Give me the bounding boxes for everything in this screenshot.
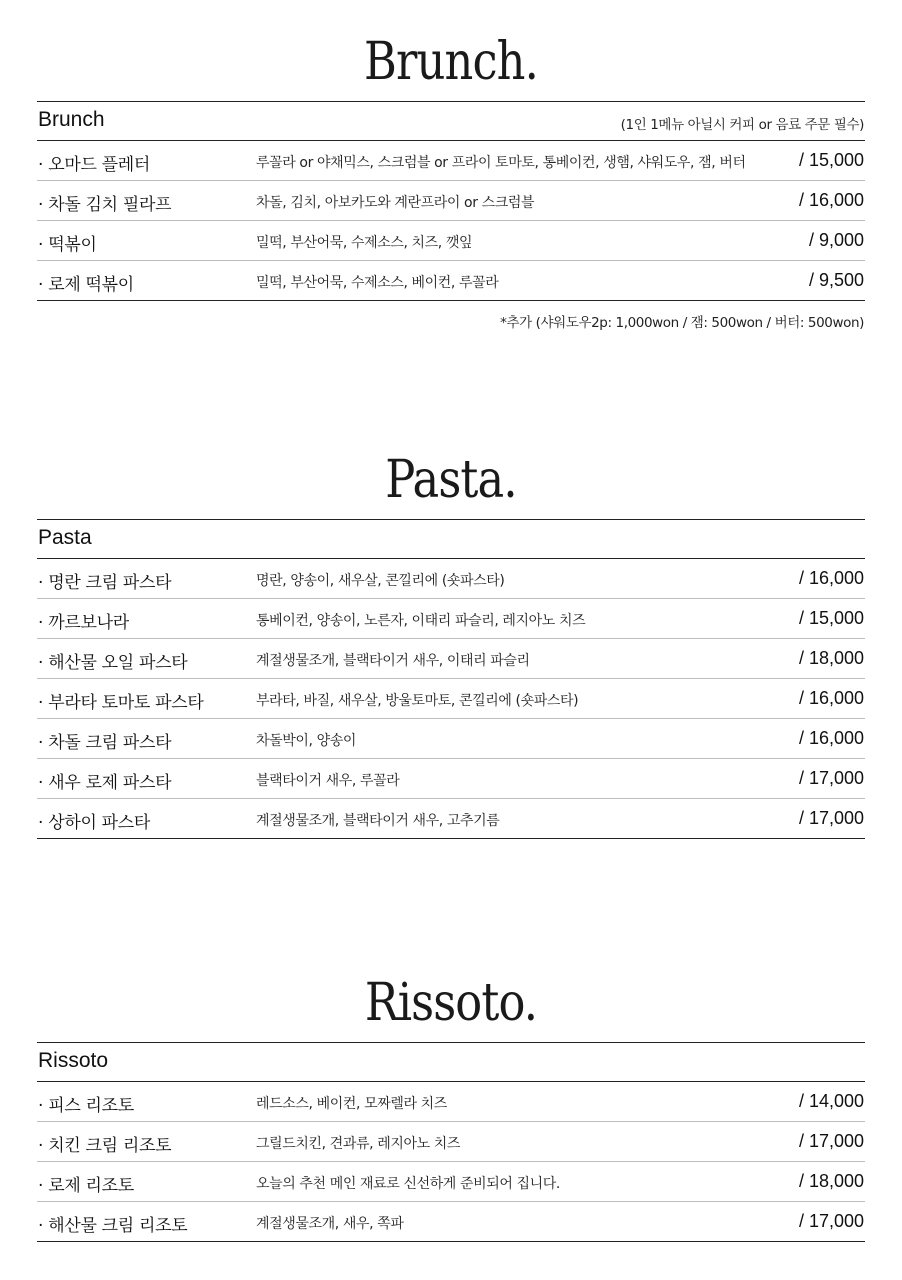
menu-item bbox=[37, 599, 865, 639]
pasta-title: Pasta. bbox=[385, 450, 517, 510]
menu-item-price: / 17,000 bbox=[798, 808, 864, 828]
menu-item-name: · 치킨 크림 리조토 bbox=[38, 1136, 172, 1156]
menu-item-name: · 까르보나라 bbox=[38, 613, 129, 633]
menu-item-price: / 16,000 bbox=[798, 568, 864, 588]
menu-item-price: / 18,000 bbox=[798, 648, 864, 668]
rissoto-title: Rissoto. bbox=[364, 973, 538, 1033]
pasta-header-row bbox=[37, 519, 865, 559]
menu-item-desc: 레드소스, 베이컨, 모짜렐라 치즈 bbox=[256, 1096, 447, 1112]
rissoto-header-label: Rissoto bbox=[38, 1049, 109, 1072]
menu-item bbox=[37, 181, 865, 221]
pasta-header-label: Pasta bbox=[38, 526, 92, 549]
menu-item-price: / 16,000 bbox=[798, 728, 864, 748]
brunch-header-label: Brunch bbox=[38, 108, 105, 131]
menu-item-desc: 밀떡, 부산어묵, 수제소스, 치즈, 깻잎 bbox=[256, 235, 473, 251]
menu-item bbox=[37, 559, 865, 599]
menu-item-price: / 15,000 bbox=[798, 608, 864, 628]
brunch-title: Brunch. bbox=[364, 32, 538, 92]
menu-item-name: · 오마드 플레터 bbox=[38, 155, 151, 175]
menu-item-desc: 명란, 양송이, 새우살, 콘낄리에 (숏파스타) bbox=[256, 573, 505, 589]
menu-item-name: · 차돌 크림 파스타 bbox=[38, 733, 172, 753]
menu-item-desc: 블랙타이거 새우, 루꼴라 bbox=[256, 773, 400, 789]
menu-item bbox=[37, 799, 865, 839]
menu-item-price: / 18,000 bbox=[798, 1171, 864, 1191]
menu-item-price: / 16,000 bbox=[798, 190, 864, 210]
menu-item-name: · 명란 크림 파스타 bbox=[38, 573, 172, 593]
brunch-header-row bbox=[37, 101, 865, 141]
menu-item-desc: 밀떡, 부산어묵, 수제소스, 베이컨, 루꼴라 bbox=[256, 275, 499, 291]
menu-item-desc: 루꼴라 or 야채믹스, 스크럼블 or 프라이 토마토, 통베이컨, 생햄, 샤워도우, 잼, 버터 bbox=[256, 155, 746, 171]
menu-item-name: · 피스 리조토 bbox=[38, 1096, 134, 1116]
menu-item-desc: 그릴드치킨, 견과류, 레지아노 치즈 bbox=[256, 1136, 460, 1152]
menu-item-desc: 오늘의 추천 메인 재료로 신선하게 준비되어 집니다. bbox=[256, 1176, 560, 1192]
menu-item-desc: 계절생물조개, 새우, 쪽파 bbox=[256, 1216, 404, 1232]
menu-item-price: / 17,000 bbox=[798, 1211, 864, 1231]
menu-item-desc: 계절생물조개, 블랙타이거 새우, 이태리 파슬리 bbox=[256, 653, 530, 669]
menu-item-name: · 떡볶이 bbox=[38, 235, 97, 255]
menu-item bbox=[37, 221, 865, 261]
menu-item-desc: 차돌, 김치, 아보카도와 계란프라이 or 스크럼블 bbox=[256, 195, 535, 211]
menu-item bbox=[37, 1162, 865, 1202]
menu-item bbox=[37, 679, 865, 719]
brunch-menu-list bbox=[37, 141, 865, 301]
menu-item-price: / 17,000 bbox=[798, 1131, 864, 1151]
menu-item bbox=[37, 141, 865, 181]
menu-item bbox=[37, 759, 865, 799]
menu-item bbox=[37, 639, 865, 679]
menu-item-name: · 차돌 김치 필라프 bbox=[38, 195, 172, 215]
brunch-order-note: (1인 1메뉴 아닐시 커피 or 음료 주문 필수) bbox=[620, 117, 864, 133]
menu-item-price: / 15,000 bbox=[798, 150, 864, 170]
menu-item-name: · 로제 리조토 bbox=[38, 1176, 134, 1196]
rissoto-menu-list bbox=[37, 1082, 865, 1242]
menu-item bbox=[37, 1122, 865, 1162]
menu-item-desc: 차돌박이, 양송이 bbox=[256, 733, 356, 749]
menu-item-desc: 통베이컨, 양송이, 노른자, 이태리 파슬리, 레지아노 치즈 bbox=[256, 613, 586, 629]
menu-item bbox=[37, 1082, 865, 1122]
menu-item-name: · 새우 로제 파스타 bbox=[38, 773, 172, 793]
rissoto-header-row bbox=[37, 1042, 865, 1082]
menu-item-price: / 14,000 bbox=[798, 1091, 864, 1111]
menu-item-desc: 부라타, 바질, 새우살, 방울토마토, 콘낄리에 (숏파스타) bbox=[256, 693, 579, 709]
menu-item bbox=[37, 719, 865, 759]
menu-item-price: / 17,000 bbox=[798, 768, 864, 788]
menu-item-price: / 16,000 bbox=[798, 688, 864, 708]
menu-item-name: · 해산물 크림 리조토 bbox=[38, 1216, 188, 1236]
menu-item bbox=[37, 1202, 865, 1242]
menu-item-price: / 9,000 bbox=[808, 230, 864, 250]
menu-item-price: / 9,500 bbox=[808, 270, 864, 290]
menu-item-name: · 상하이 파스타 bbox=[38, 813, 151, 833]
menu-item-name: · 로제 떡볶이 bbox=[38, 275, 134, 295]
menu-item-desc: 계절생물조개, 블랙타이거 새우, 고추기름 bbox=[256, 813, 500, 829]
brunch-extra-note: *추가 (샤워도우2p: 1,000won / 잼: 500won / 버터: 500won) bbox=[500, 315, 864, 331]
menu-item-name: · 부라타 토마토 파스타 bbox=[38, 693, 204, 713]
menu-item bbox=[37, 261, 865, 301]
menu-item-name: · 해산물 오일 파스타 bbox=[38, 653, 188, 673]
pasta-menu-list bbox=[37, 559, 865, 839]
